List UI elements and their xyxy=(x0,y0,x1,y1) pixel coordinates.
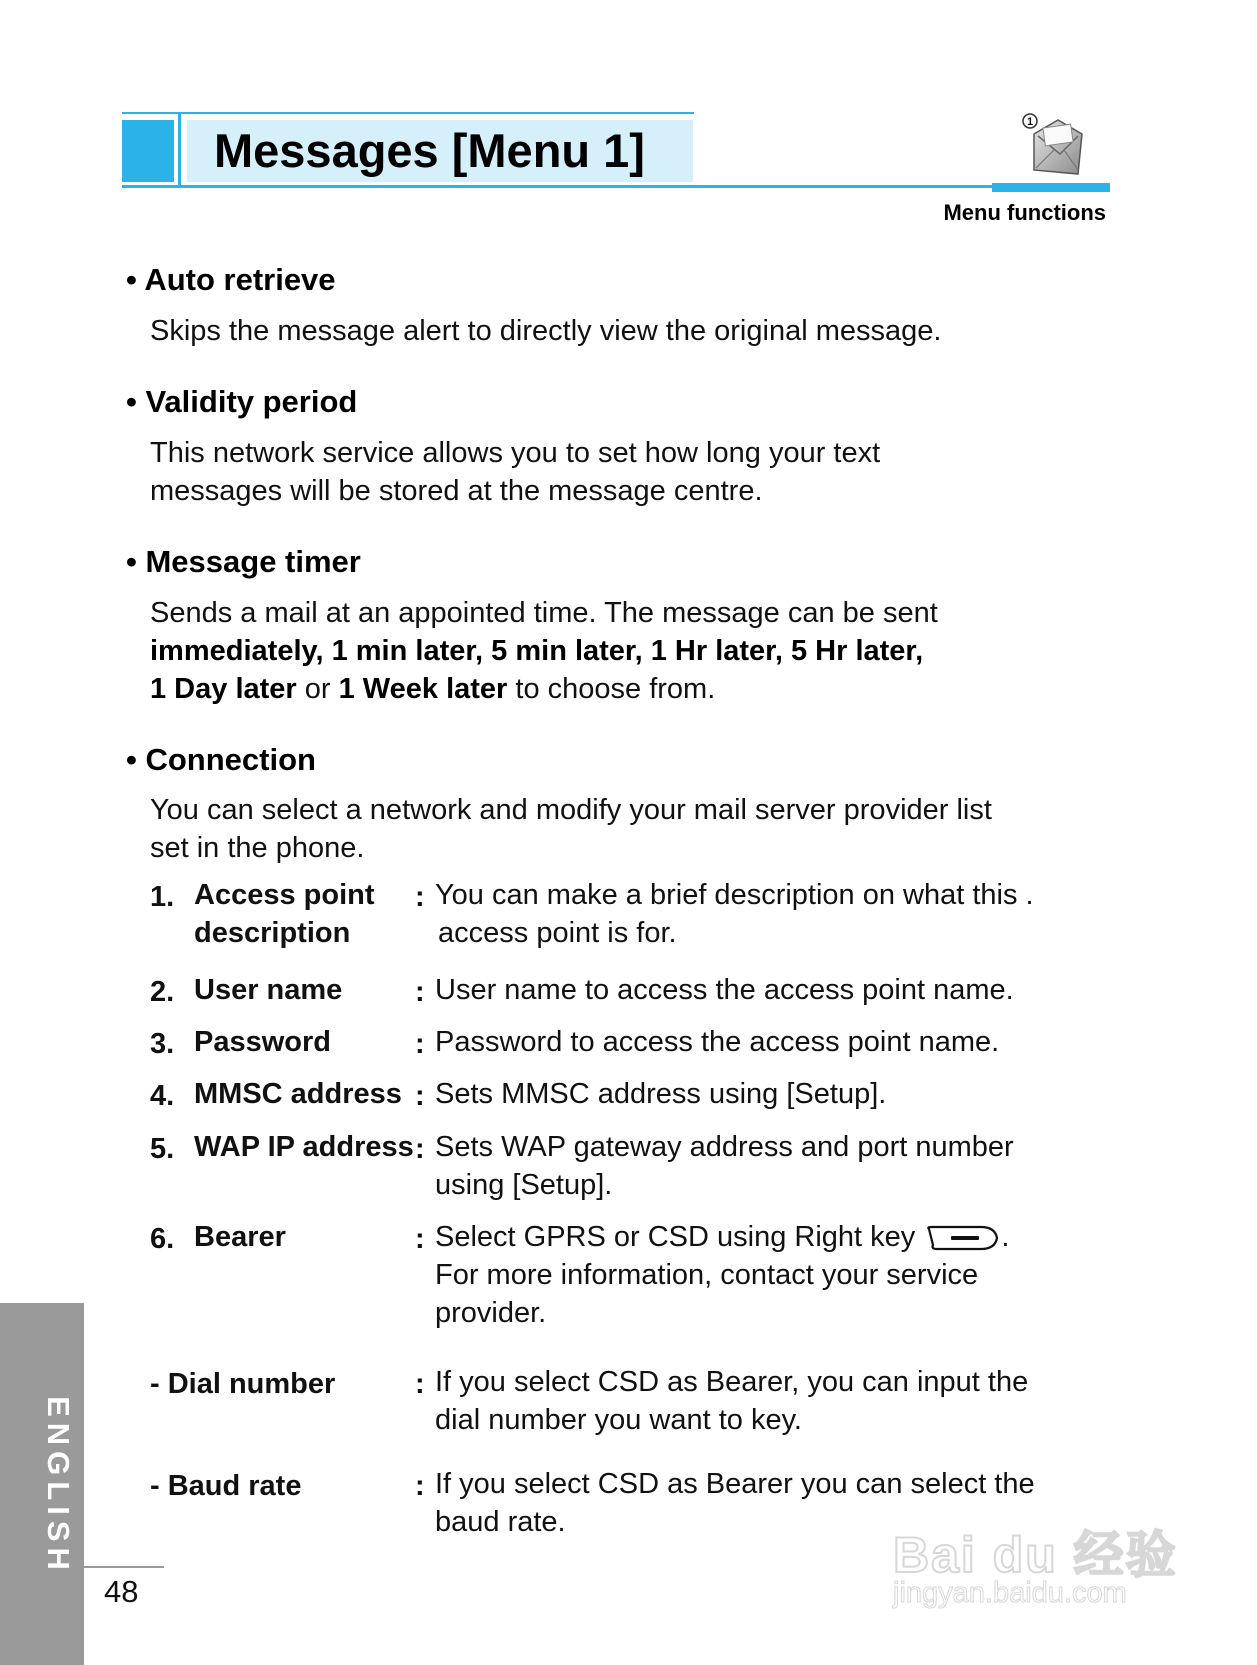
text-or: or xyxy=(296,673,339,705)
heading-message-timer: • Message timer xyxy=(126,544,361,579)
right-soft-key-icon xyxy=(925,1223,999,1253)
page-title: Messages [Menu 1] xyxy=(214,124,645,177)
list-number: 2. xyxy=(150,976,175,1008)
list-term-bearer: Bearer xyxy=(194,1221,286,1253)
term-line: Access point xyxy=(194,879,375,911)
desc-line: If you select CSD as Bearer you can select the xyxy=(435,1468,1035,1500)
language-label: ENGLISH xyxy=(41,1396,76,1576)
desc-line: For more information, contact your service xyxy=(435,1259,979,1291)
text-connection xyxy=(150,791,1110,867)
list-number: 3. xyxy=(150,1028,175,1060)
envelope-icon xyxy=(1020,112,1088,182)
text-line: messages will be stored at the message centre. xyxy=(150,475,763,507)
baidu-watermark xyxy=(893,1515,1183,1615)
list-number: 6. xyxy=(150,1223,175,1255)
page-number-rule xyxy=(84,1566,164,1568)
desc-line: You can make a brief description on what this . xyxy=(435,879,1034,911)
text-line: You can select a network and modify your mail server provider list xyxy=(150,794,992,826)
list-term-password: Password xyxy=(194,1026,331,1058)
list-desc-password: Password to access the access point name. xyxy=(435,1026,1000,1058)
list-colon: : xyxy=(415,976,425,1008)
envelope-badge: 1 xyxy=(1026,116,1034,128)
list-desc-mmsc: Sets MMSC address using [Setup]. xyxy=(435,1078,887,1110)
list-colon: : xyxy=(415,1470,425,1502)
text-line: Sends a mail at an appointed time. The message can be sent xyxy=(150,597,938,629)
header-divider xyxy=(178,112,181,186)
text-line: set in the phone. xyxy=(150,832,365,864)
list-colon: : xyxy=(415,1133,425,1165)
desc-line: provider. xyxy=(435,1297,547,1329)
timer-options: immediately, 1 min later, 5 min later, 1 Hr later, 5 Hr later, xyxy=(150,635,924,667)
section-subtitle: Menu functions xyxy=(943,200,1106,225)
desc-line: dial number you want to key. xyxy=(435,1404,802,1436)
sub-desc-dial-number xyxy=(435,1363,1115,1439)
timer-option-week: 1 Week later xyxy=(338,673,508,705)
list-desc-access-point xyxy=(435,876,1115,952)
sub-term-dial-number: - Dial number xyxy=(150,1368,336,1400)
header-top-rule xyxy=(122,112,694,114)
desc-line: If you select CSD as Bearer, you can input the xyxy=(435,1366,1029,1398)
list-desc-wap-ip xyxy=(435,1128,1115,1204)
header-bottom-rule xyxy=(122,185,1110,188)
desc-line: baud rate. xyxy=(435,1506,566,1538)
list-desc-bearer xyxy=(435,1218,1115,1332)
heading-connection: • Connection xyxy=(126,742,316,777)
list-desc-user-name: User name to access the access point name. xyxy=(435,974,1014,1006)
text-auto-retrieve: Skips the message alert to directly view the original message. xyxy=(150,315,942,347)
term-line: description xyxy=(194,917,351,949)
list-number: 4. xyxy=(150,1080,175,1112)
list-colon: : xyxy=(415,1080,425,1112)
timer-option-day: 1 Day later xyxy=(150,673,297,705)
desc-period: . xyxy=(1001,1221,1010,1253)
sub-term-baud-rate: - Baud rate xyxy=(150,1470,302,1502)
desc-line: Select GPRS or CSD using Right key xyxy=(435,1221,916,1253)
list-colon: : xyxy=(415,1028,425,1060)
text-tail: to choose from. xyxy=(507,673,716,705)
list-colon: : xyxy=(415,881,425,913)
page-number: 48 xyxy=(104,1574,139,1609)
watermark-main: Bai du 经验 xyxy=(893,1527,1178,1583)
list-term-wap-ip: WAP IP address xyxy=(194,1131,414,1163)
list-term-mmsc: MMSC address xyxy=(194,1078,402,1110)
watermark-url: jingyan.baidu.com xyxy=(893,1577,1127,1609)
list-number: 5. xyxy=(150,1133,175,1165)
text-line: This network service allows you to set how long your text xyxy=(150,437,881,469)
text-validity-period xyxy=(150,434,1110,510)
desc-line: access point is for. xyxy=(438,917,677,949)
heading-auto-retrieve: • Auto retrieve xyxy=(126,262,336,297)
header-tab-marker xyxy=(992,183,1110,192)
list-colon: : xyxy=(415,1223,425,1255)
list-colon: : xyxy=(415,1368,425,1400)
list-term-user-name: User name xyxy=(194,974,343,1006)
header-accent-block xyxy=(122,120,174,182)
list-term-access-point xyxy=(194,876,375,952)
text-message-timer xyxy=(150,594,1110,708)
list-number: 1. xyxy=(150,881,175,913)
desc-line: Sets WAP gateway address and port number xyxy=(435,1131,1014,1163)
desc-line: using [Setup]. xyxy=(435,1169,613,1201)
heading-validity-period: • Validity period xyxy=(126,384,358,419)
